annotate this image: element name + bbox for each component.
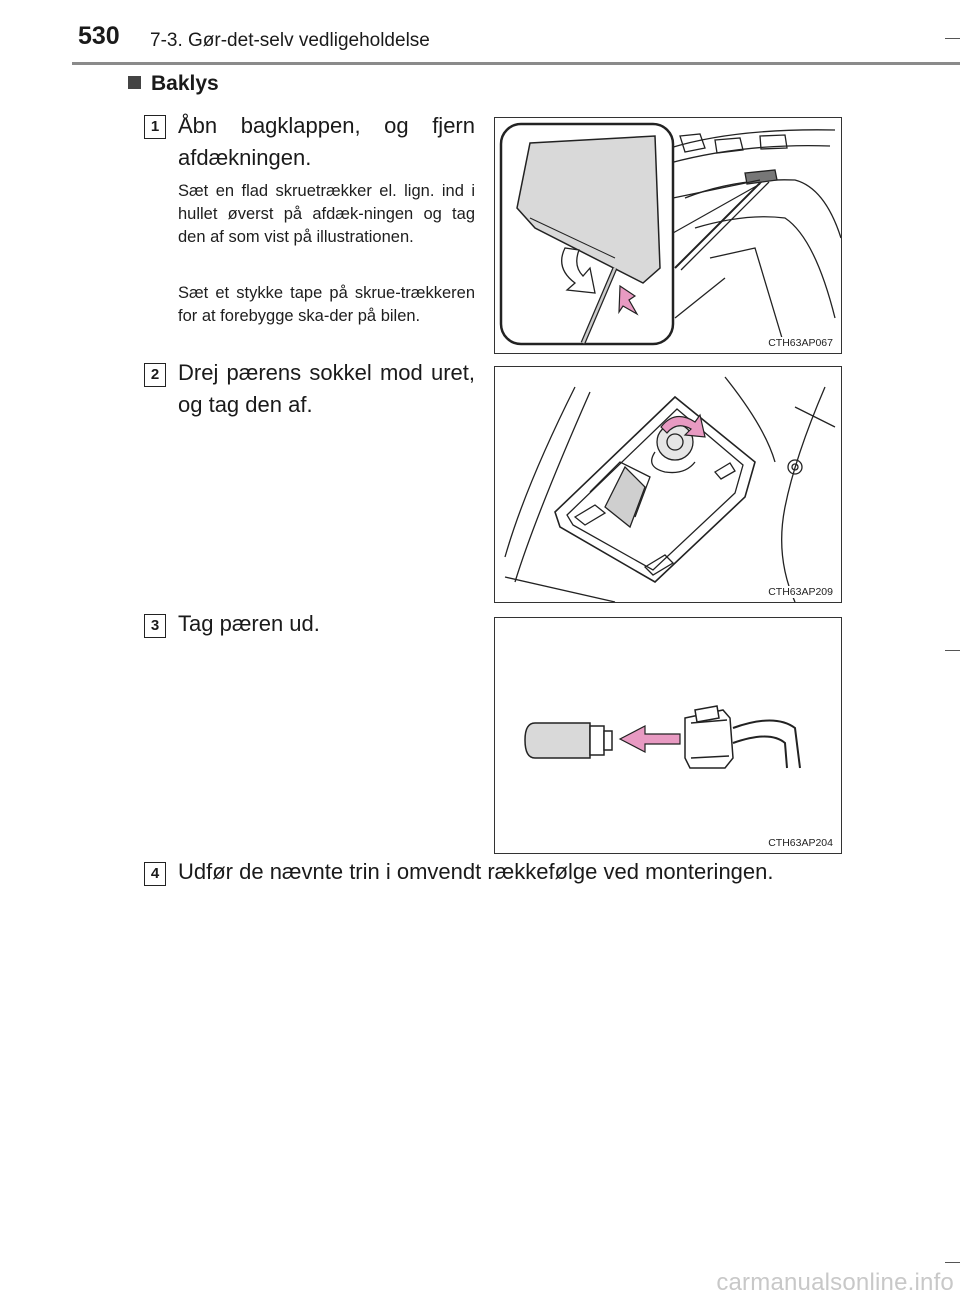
crop-mark-middle xyxy=(945,650,960,651)
figure-remove-bulb xyxy=(494,617,842,854)
figure-turn-socket xyxy=(494,366,842,603)
step-number-2: 2 xyxy=(144,363,166,387)
chapter-title: 7-3. Gør-det-selv vedligeholdelse xyxy=(150,30,430,51)
crop-mark-bottom xyxy=(945,1262,960,1263)
figure-3-code: CTH63AP204 xyxy=(768,837,833,849)
heading-square-icon xyxy=(128,76,141,89)
illustration-bulb-socket xyxy=(495,367,841,602)
step-number-3: 3 xyxy=(144,614,166,638)
step-4-text: Udfør de nævnte trin i omvendt rækkefølge ved monteringen. xyxy=(178,859,774,884)
step-1-note-1: Sæt en flad skruetrækker el. lign. ind i hullet øverst på afdæk-ningen og tag den af som vist på illustrationen. xyxy=(178,182,475,246)
figure-1-code: CTH63AP067 xyxy=(768,337,833,349)
step-3-text: Tag pæren ud. xyxy=(178,611,320,636)
step-1-text: Åbn bagklappen, og fjern afdækningen. xyxy=(178,113,475,170)
step-number-4: 4 xyxy=(144,862,166,886)
page-header xyxy=(0,0,960,70)
step-number-1: 1 xyxy=(144,115,166,139)
header-rule xyxy=(72,62,960,65)
watermark: carmanualsonline.info xyxy=(716,1269,954,1296)
section-title: Baklys xyxy=(151,72,219,95)
illustration-bulb-removal xyxy=(495,618,841,853)
crop-mark-top xyxy=(945,38,960,39)
illustration-tailgate-cover xyxy=(495,118,841,353)
figure-remove-cover xyxy=(494,117,842,354)
step-1-note-2: Sæt et stykke tape på skrue-trækkeren for at forebygge ska-der på bilen. xyxy=(178,284,475,325)
step-2-text: Drej pærens sokkel mod uret, og tag den af. xyxy=(178,360,475,417)
figure-2-code: CTH63AP209 xyxy=(768,586,833,598)
page-number: 530 xyxy=(78,22,120,50)
section-heading xyxy=(128,72,219,96)
